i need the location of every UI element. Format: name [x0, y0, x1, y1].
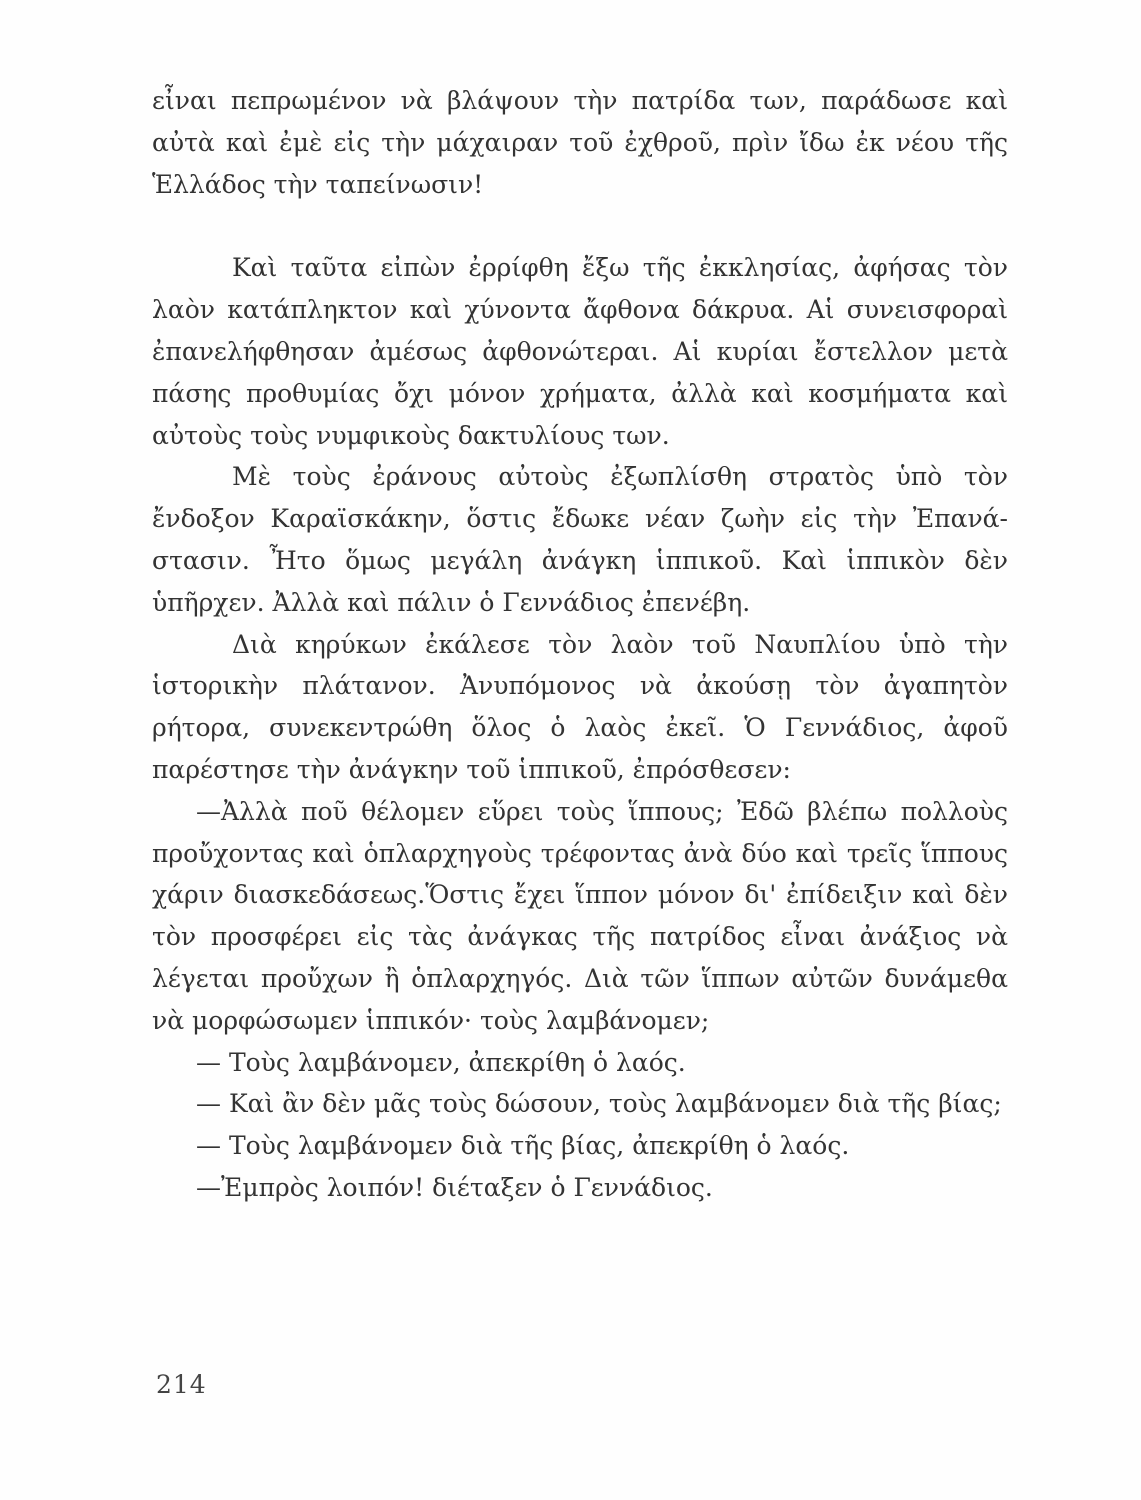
dialogue-question: — Καὶ ἂν δὲν μᾶς τοὺς δώσουν, τοὺς λαμβάνομεν διὰ τῆς βίας; — [196, 1089, 1002, 1119]
dialogue-speech: —Ἀλλὰ ποῦ θέλομεν εὕρει τοὺς ἵππους; Ἐδῶ βλέπω πολλοὺς προὔχοντας καὶ ὁπλαρχηγοὺς τρέφοντας ἀνὰ δύο καὶ τρεῖς ἵππους χάριν διασκεδάσεως.Ὅστις ἔχει ἵππον μόνον δι' ἐπίδειξιν καὶ δὲν τὸν προσφέρει εἰς τὰς ἀνάγκας τῆς πατρίδος εἶναι ἀνάξιος νὰ λέγεται προὔχων ἢ ὁπλαρχηγός. Διὰ τῶν ἵππων αὐτῶν δυνάμεθα νὰ μορφώσωμεν ἱππικόν· τοὺς λαμβάνομεν; — [152, 796, 1008, 1035]
paragraph-departure: Καὶ ταῦτα εἰπὼν ἐρρίφθη ἔξω τῆς ἐκκλησίας, ἀφήσας τὸν λαὸν κατάπληκτον καὶ χύνοντα ἄφθονα δάκρυα. Αἱ συνεισφοραὶ ἐπανελήφθησαν ἀμέσως ἀφθονώτεραι. Αἱ κυρίαι ἔστελλον μετὰ πάσης προθυμίας ὄχι μόνον χρήματα, ἀλλὰ καὶ κοσμήματα καὶ αὐτοὺς τοὺς νυμφικοὺς δακτυλίους των. — [152, 253, 1008, 450]
paragraph-plane-tree: Διὰ κηρύκων ἐκάλεσε τὸν λαὸν τοῦ Ναυπλίου ὑπὸ τὴν ἱστορικὴν πλάτανον. Ἀνυπόμονος νὰ ἀκούσῃ τὸν ἀγαπητὸν ρήτορα, συνεκεντρώθη ὅλος ὁ λαὸς ἐκεῖ. Ὁ Γεννάδιος, ἀφοῦ παρέστησε τὴν ἀνάγκην τοῦ ἱππικοῦ, ἐπρόσθεσεν: — [152, 629, 1008, 784]
paragraph-gap — [152, 205, 1008, 247]
body-text — [152, 80, 1008, 1209]
dialogue-reply-1: — Τοὺς λαμβάνομεν, ἀπεκρίθη ὁ λαός. — [196, 1047, 686, 1077]
dialogue-command: —Ἐμπρὸς λοιπόν! διέταξεν ὁ Γεννάδιος. — [196, 1172, 713, 1202]
paragraph-army: Μὲ τοὺς ἐράνους αὐτοὺς ἐξωπλίσθη στρατὸς ὑπὸ τὸν ἔνδοξον Καραϊσκάκην, ὅστις ἔδωκε νέαν ζωὴν εἰς τὴν Ἐπανάστασιν. Ἦτο ὅμως μεγάλη ἀνάγκη ἱππικοῦ. Καὶ ἱππικὸν δὲν ὑπῆρχεν. Ἀλλὰ καὶ πάλιν ὁ Γεννάδιος ἐπενέβη. — [152, 462, 1008, 617]
paragraph-continuation: εἶναι πεπρωμένον νὰ βλάψουν τὴν πατρίδα των, παράδωσε καὶ αὐτὰ καὶ ἐμὲ εἰς τὴν μάχαιραν τοῦ ἐχθροῦ, πρὶν ἴδω ἐκ νέου τῆς Ἑλλάδος τὴν ταπείνωσιν! — [152, 86, 1008, 199]
dialogue-reply-2: — Τοὺς λαμβάνομεν διὰ τῆς βίας, ἀπεκρίθη ὁ λαός. — [196, 1131, 850, 1161]
page-number: 214 — [156, 1370, 207, 1399]
